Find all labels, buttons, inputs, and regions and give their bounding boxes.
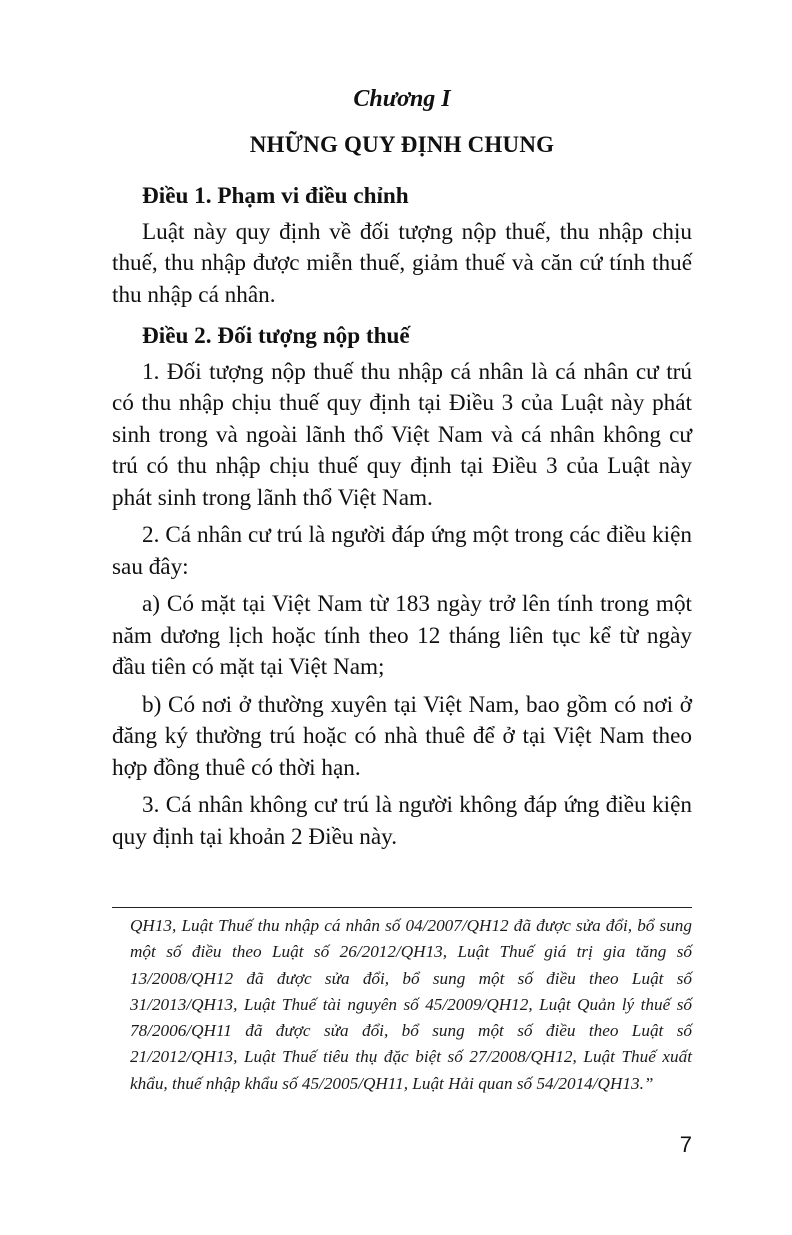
chapter-title: NHỮNG QUY ĐỊNH CHUNG [249,132,555,157]
body-text [112,181,692,859]
article-1-heading: Điều 1. Phạm vi điều chỉnh [142,183,409,209]
chapter-label: Chương I [353,86,451,112]
footnote-divider [112,907,692,908]
article-2-clause-2: 2. Cá nhân cư trú là người đáp ứng một trong các điều kiện sau đây: [112,522,692,580]
footnote-text: QH13, Luật Thuế thu nhập cá nhân số 04/2007/QH12 đã được sửa đổi, bổ sung một số điều theo Luật số 26/2012/QH13, Luật Thuế giá trị gia tăng số 13/2008/QH12 đã được sửa đổi, bổ sung một số điều theo Luật số 31/2013/QH13, Luật Thuế tài nguyên số 45/2009/QH12, Luật Quản lý thuế số 78/2006/QH11 đã được sửa đổi, bổ sung một số điều theo Luật số 21/2012/QH13, Luật Thuế tiêu thụ đặc biệt số 27/2008/QH12, Luật Thuế xuất khẩu, thuế nhập khẩu số 45/2005/QH11, Luật Hải quan số 54/2014/QH13.” [130,916,692,1093]
article-1-paragraph: Luật này quy định về đối tượng nộp thuế, thu nhập chịu thuế, thu nhập được miễn thuế, giảm thuế và căn cứ tính thuế thu nhập cá nhân. [112,218,692,308]
article-2-point-b: b) Có nơi ở thường xuyên tại Việt Nam, bao gồm có nơi ở đăng ký thường trú hoặc có nhà thuê để ở tại Việt Nam theo hợp đồng thuê có thời hạn. [112,691,692,781]
article-2-clause-3: 3. Cá nhân không cư trú là người không đáp ứng điều kiện quy định tại khoản 2 Điều này. [112,792,692,850]
page-number: 7 [679,1132,692,1157]
article-2-point-a: a) Có mặt tại Việt Nam từ 183 ngày trở lên tính trong một năm dương lịch hoặc tính theo 12 tháng liên tục kể từ ngày đầu tiên có mặt tại Việt Nam; [112,591,692,680]
article-2-clause-1: 1. Đối tượng nộp thuế thu nhập cá nhân là cá nhân cư trú có thu nhập chịu thuế quy định tại Điều 3 của Luật này phát sinh trong và ngoài lãnh thổ Việt Nam và cá nhân không cư trú có thu nhập chịu thuế quy định tại Điều 3 của Luật này phát sinh trong lãnh thổ Việt Nam. [112,358,692,511]
article-2-heading: Điều 2. Đối tượng nộp thuế [142,323,410,349]
document-page [112,0,692,1235]
